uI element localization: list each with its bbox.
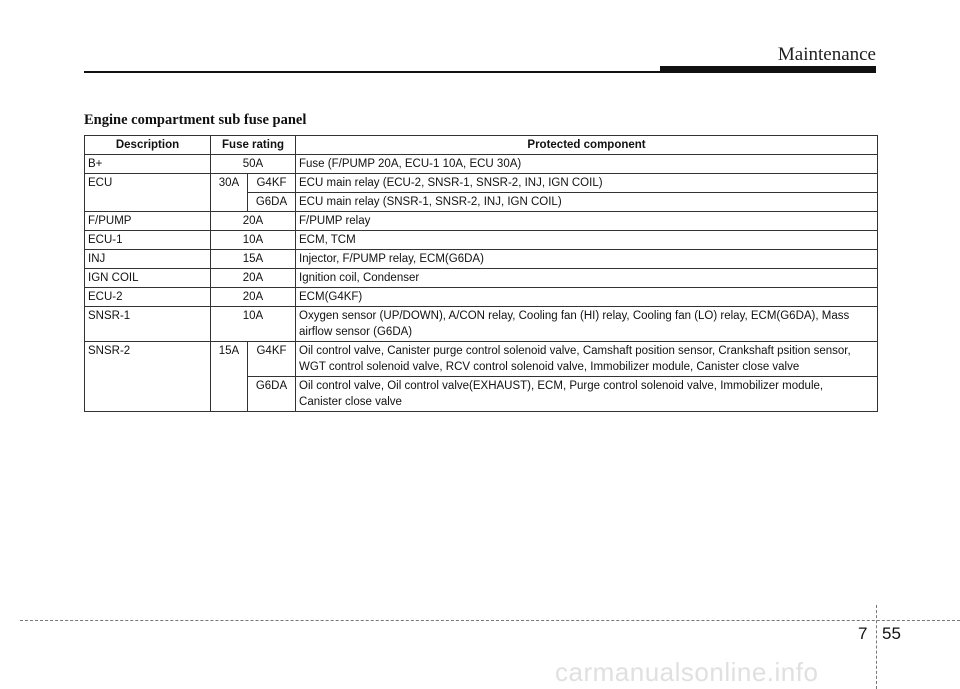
row-description: ECU-1 bbox=[85, 231, 211, 250]
header-rule-bar bbox=[660, 66, 876, 73]
section-title: Engine compartment sub fuse panel bbox=[84, 112, 307, 128]
footer-dotted-divider bbox=[876, 605, 877, 689]
table-row bbox=[85, 155, 878, 174]
table-row bbox=[85, 212, 878, 231]
component-line: airflow sensor (G6DA) bbox=[299, 326, 413, 338]
row-protected-component bbox=[296, 307, 878, 342]
page-header-title: Maintenance bbox=[777, 44, 876, 65]
component-line: Oxygen sensor (UP/DOWN), A/CON relay, Cooling fan (HI) relay, Cooling fan (LO) relay, ECM(G6DA), Mass bbox=[299, 310, 850, 322]
row-protected-component bbox=[296, 377, 878, 412]
row-description: ECU-2 bbox=[85, 288, 211, 307]
row-description: F/PUMP bbox=[85, 212, 211, 231]
row-protected-component: Injector, F/PUMP relay, ECM(G6DA) bbox=[296, 250, 878, 269]
row-protected-component: ECM(G4KF) bbox=[296, 288, 878, 307]
row-engine-variant: G6DA bbox=[248, 377, 296, 412]
component-line: Oil control valve, Canister purge control solenoid valve, Camshaft position sensor, Crankshaft psition sensor, bbox=[299, 345, 851, 357]
row-fuse-rating: 15A bbox=[211, 250, 296, 269]
row-fuse-rating: 10A bbox=[211, 231, 296, 250]
footer-dotted-rule bbox=[20, 620, 960, 621]
row-engine-variant: G6DA bbox=[248, 193, 296, 212]
row-description: IGN COIL bbox=[85, 269, 211, 288]
row-fuse-rating: 15A bbox=[211, 342, 248, 412]
table-row bbox=[85, 269, 878, 288]
row-fuse-rating: 50A bbox=[211, 155, 296, 174]
row-protected-component: Ignition coil, Condenser bbox=[296, 269, 878, 288]
row-engine-variant: G4KF bbox=[248, 174, 296, 193]
row-protected-component: Fuse (F/PUMP 20A, ECU-1 10A, ECU 30A) bbox=[296, 155, 878, 174]
row-protected-component: ECM, TCM bbox=[296, 231, 878, 250]
row-description: SNSR-2 bbox=[85, 342, 211, 412]
chapter-number: 7 bbox=[858, 624, 868, 643]
row-fuse-rating: 30A bbox=[211, 174, 248, 212]
fuse-table bbox=[84, 135, 878, 412]
table-row bbox=[85, 174, 878, 193]
header-rule bbox=[84, 71, 660, 73]
table-header-row bbox=[85, 136, 878, 155]
component-line: WGT control solenoid valve, RCV control solenoid valve, Immobilizer module, Canister close valve bbox=[299, 361, 800, 373]
row-protected-component: ECU main relay (SNSR-1, SNSR-2, INJ, IGN COIL) bbox=[296, 193, 878, 212]
row-description: SNSR-1 bbox=[85, 307, 211, 342]
header-protected-component: Protected component bbox=[296, 136, 878, 155]
page-number: 55 bbox=[882, 624, 901, 643]
row-protected-component: F/PUMP relay bbox=[296, 212, 878, 231]
row-description: ECU bbox=[85, 174, 211, 212]
component-line: Oil control valve, Oil control valve(EXHAUST), ECM, Purge control solenoid valve, Immobilizer module, bbox=[299, 380, 824, 392]
row-description: B+ bbox=[85, 155, 211, 174]
row-fuse-rating: 20A bbox=[211, 212, 296, 231]
header-description: Description bbox=[85, 136, 211, 155]
table-row bbox=[85, 288, 878, 307]
table-row bbox=[85, 231, 878, 250]
row-fuse-rating: 10A bbox=[211, 307, 296, 342]
row-engine-variant: G4KF bbox=[248, 342, 296, 377]
component-line: Canister close valve bbox=[299, 396, 402, 408]
header-fuse-rating: Fuse rating bbox=[211, 136, 296, 155]
row-fuse-rating: 20A bbox=[211, 288, 296, 307]
table-row bbox=[85, 250, 878, 269]
table-row bbox=[85, 342, 878, 377]
table-row bbox=[85, 307, 878, 342]
row-protected-component: ECU main relay (ECU-2, SNSR-1, SNSR-2, INJ, IGN COIL) bbox=[296, 174, 878, 193]
row-fuse-rating: 20A bbox=[211, 269, 296, 288]
row-protected-component bbox=[296, 342, 878, 377]
row-description: INJ bbox=[85, 250, 211, 269]
watermark: carmanualsonline.info bbox=[555, 657, 819, 687]
